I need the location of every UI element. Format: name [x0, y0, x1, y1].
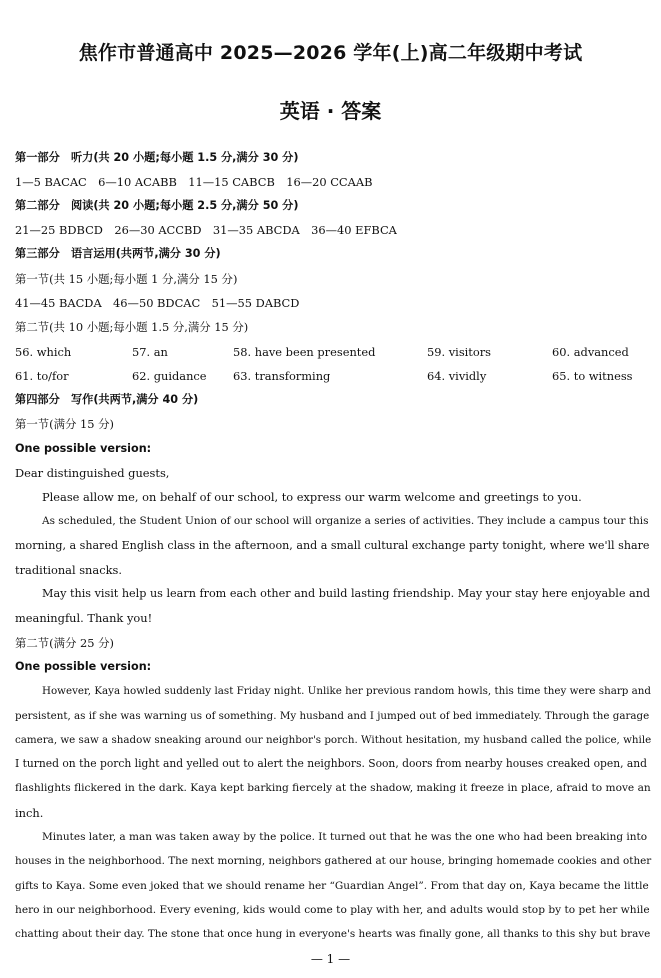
blank-answer: 56. which [15, 345, 72, 359]
letter-line: Please allow me, on behalf of our school, to express our warm welcome and greetings to you. [42, 490, 582, 504]
story-line: However, Kaya howled suddenly last Friday night. Unlike her previous random howls, this time they were sharp and [42, 685, 651, 697]
blank-answer: 64. vividly [427, 369, 487, 383]
story-line: persistent, as if she was warning us of something. My husband and I jumped out of bed immediately. Through the garage [15, 710, 650, 722]
part3-section2-heading: 第二节(共 10 小题;每小题 1.5 分,满分 15 分) [15, 320, 249, 334]
document-subtitle: 英语 · 答案 [279, 99, 382, 123]
part4-section2-heading: 第二节(满分 25 分) [15, 636, 114, 650]
story-line: inch. [15, 806, 44, 820]
part4-section1-heading: 第一节(满分 15 分) [15, 417, 114, 431]
story-line: camera, we saw a shadow sneaking around our neighbor's porch. Without hesitation, my husband called the police, while [15, 734, 652, 746]
page-number: — 1 — [310, 952, 351, 966]
letter-line: traditional snacks. [15, 563, 122, 577]
part3-section1-heading: 第一节(共 15 小题;每小题 1 分,满分 15 分) [15, 272, 238, 286]
story-line: chatting about their day. The stone that once hung in everyone's hearts was finally gone, all thanks to this shy but brave [15, 928, 651, 940]
letter-line: May this visit help us learn from each other and build lasting friendship. May your stay here enjoyable and [42, 587, 651, 600]
part1-heading: 第一部分 听力(共 20 小题;每小题 1.5 分,满分 30 分) [15, 151, 299, 164]
blank-answer: 61. to/for [15, 369, 69, 383]
story-line: houses in the neighborhood. The next morning, neighbors gathered at our house, bringing homemade cookies and other [15, 855, 652, 867]
part4-section2-label: One possible version: [15, 660, 152, 673]
blank-answer: 59. visitors [427, 345, 492, 359]
blank-answer: 58. have been presented [233, 345, 376, 359]
story-line: flashlights flickered in the dark. Kaya kept barking fiercely at the shadow, making it freeze in place, afraid to move an [15, 782, 651, 794]
letter-line: As scheduled, the Student Union of our school will organize a series of activities. They include a campus tour this [42, 515, 649, 527]
blank-answer: 63. transforming [233, 369, 331, 383]
blank-answer: 57. an [132, 345, 168, 359]
document-title: 焦作市普通高中 2025—2026 学年(上)高二年级期中考试 [78, 42, 583, 64]
blank-answer: 65. to witness [552, 369, 633, 383]
story-line: Minutes later, a man was taken away by the police. It turned out that he was the one who had been breaking into [42, 831, 648, 843]
story-line: hero in our neighborhood. Every evening, kids would come to play with her, and adults would stop by to pet her while [15, 904, 650, 916]
part4-section1-label: One possible version: [15, 442, 152, 455]
part1-answers: 1—5 BACAC 6—10 ACABB 11—15 CABCB 16—20 CCAAB [15, 175, 373, 189]
blank-answer: 62. guidance [132, 369, 207, 383]
letter-line: meaningful. Thank you! [15, 611, 153, 625]
part3-heading: 第三部分 语言运用(共两节,满分 30 分) [15, 247, 221, 260]
story-line: I turned on the porch light and yelled out to alert the neighbors. Soon, doors from nearby houses creaked open, and [15, 757, 647, 770]
part3-section1-answers: 41—45 BACDA 46—50 BDCAC 51—55 DABCD [15, 296, 300, 310]
part4-heading: 第四部分 写作(共两节,满分 40 分) [15, 393, 199, 406]
part2-heading: 第二部分 阅读(共 20 小题;每小题 2.5 分,满分 50 分) [15, 199, 299, 212]
letter-line: Dear distinguished guests, [15, 466, 170, 480]
part2-answers: 21—25 BDBCD 26—30 ACCBD 31—35 ABCDA 36—40 EFBCA [15, 223, 397, 237]
story-line: gifts to Kaya. Some even joked that we should rename her “Guardian Angel”. From that day on, Kaya became the little [15, 880, 649, 892]
letter-line: morning, a shared English class in the afternoon, and a small cultural exchange party tonight, where we'll share [15, 539, 650, 552]
blank-answer: 60. advanced [552, 345, 629, 359]
